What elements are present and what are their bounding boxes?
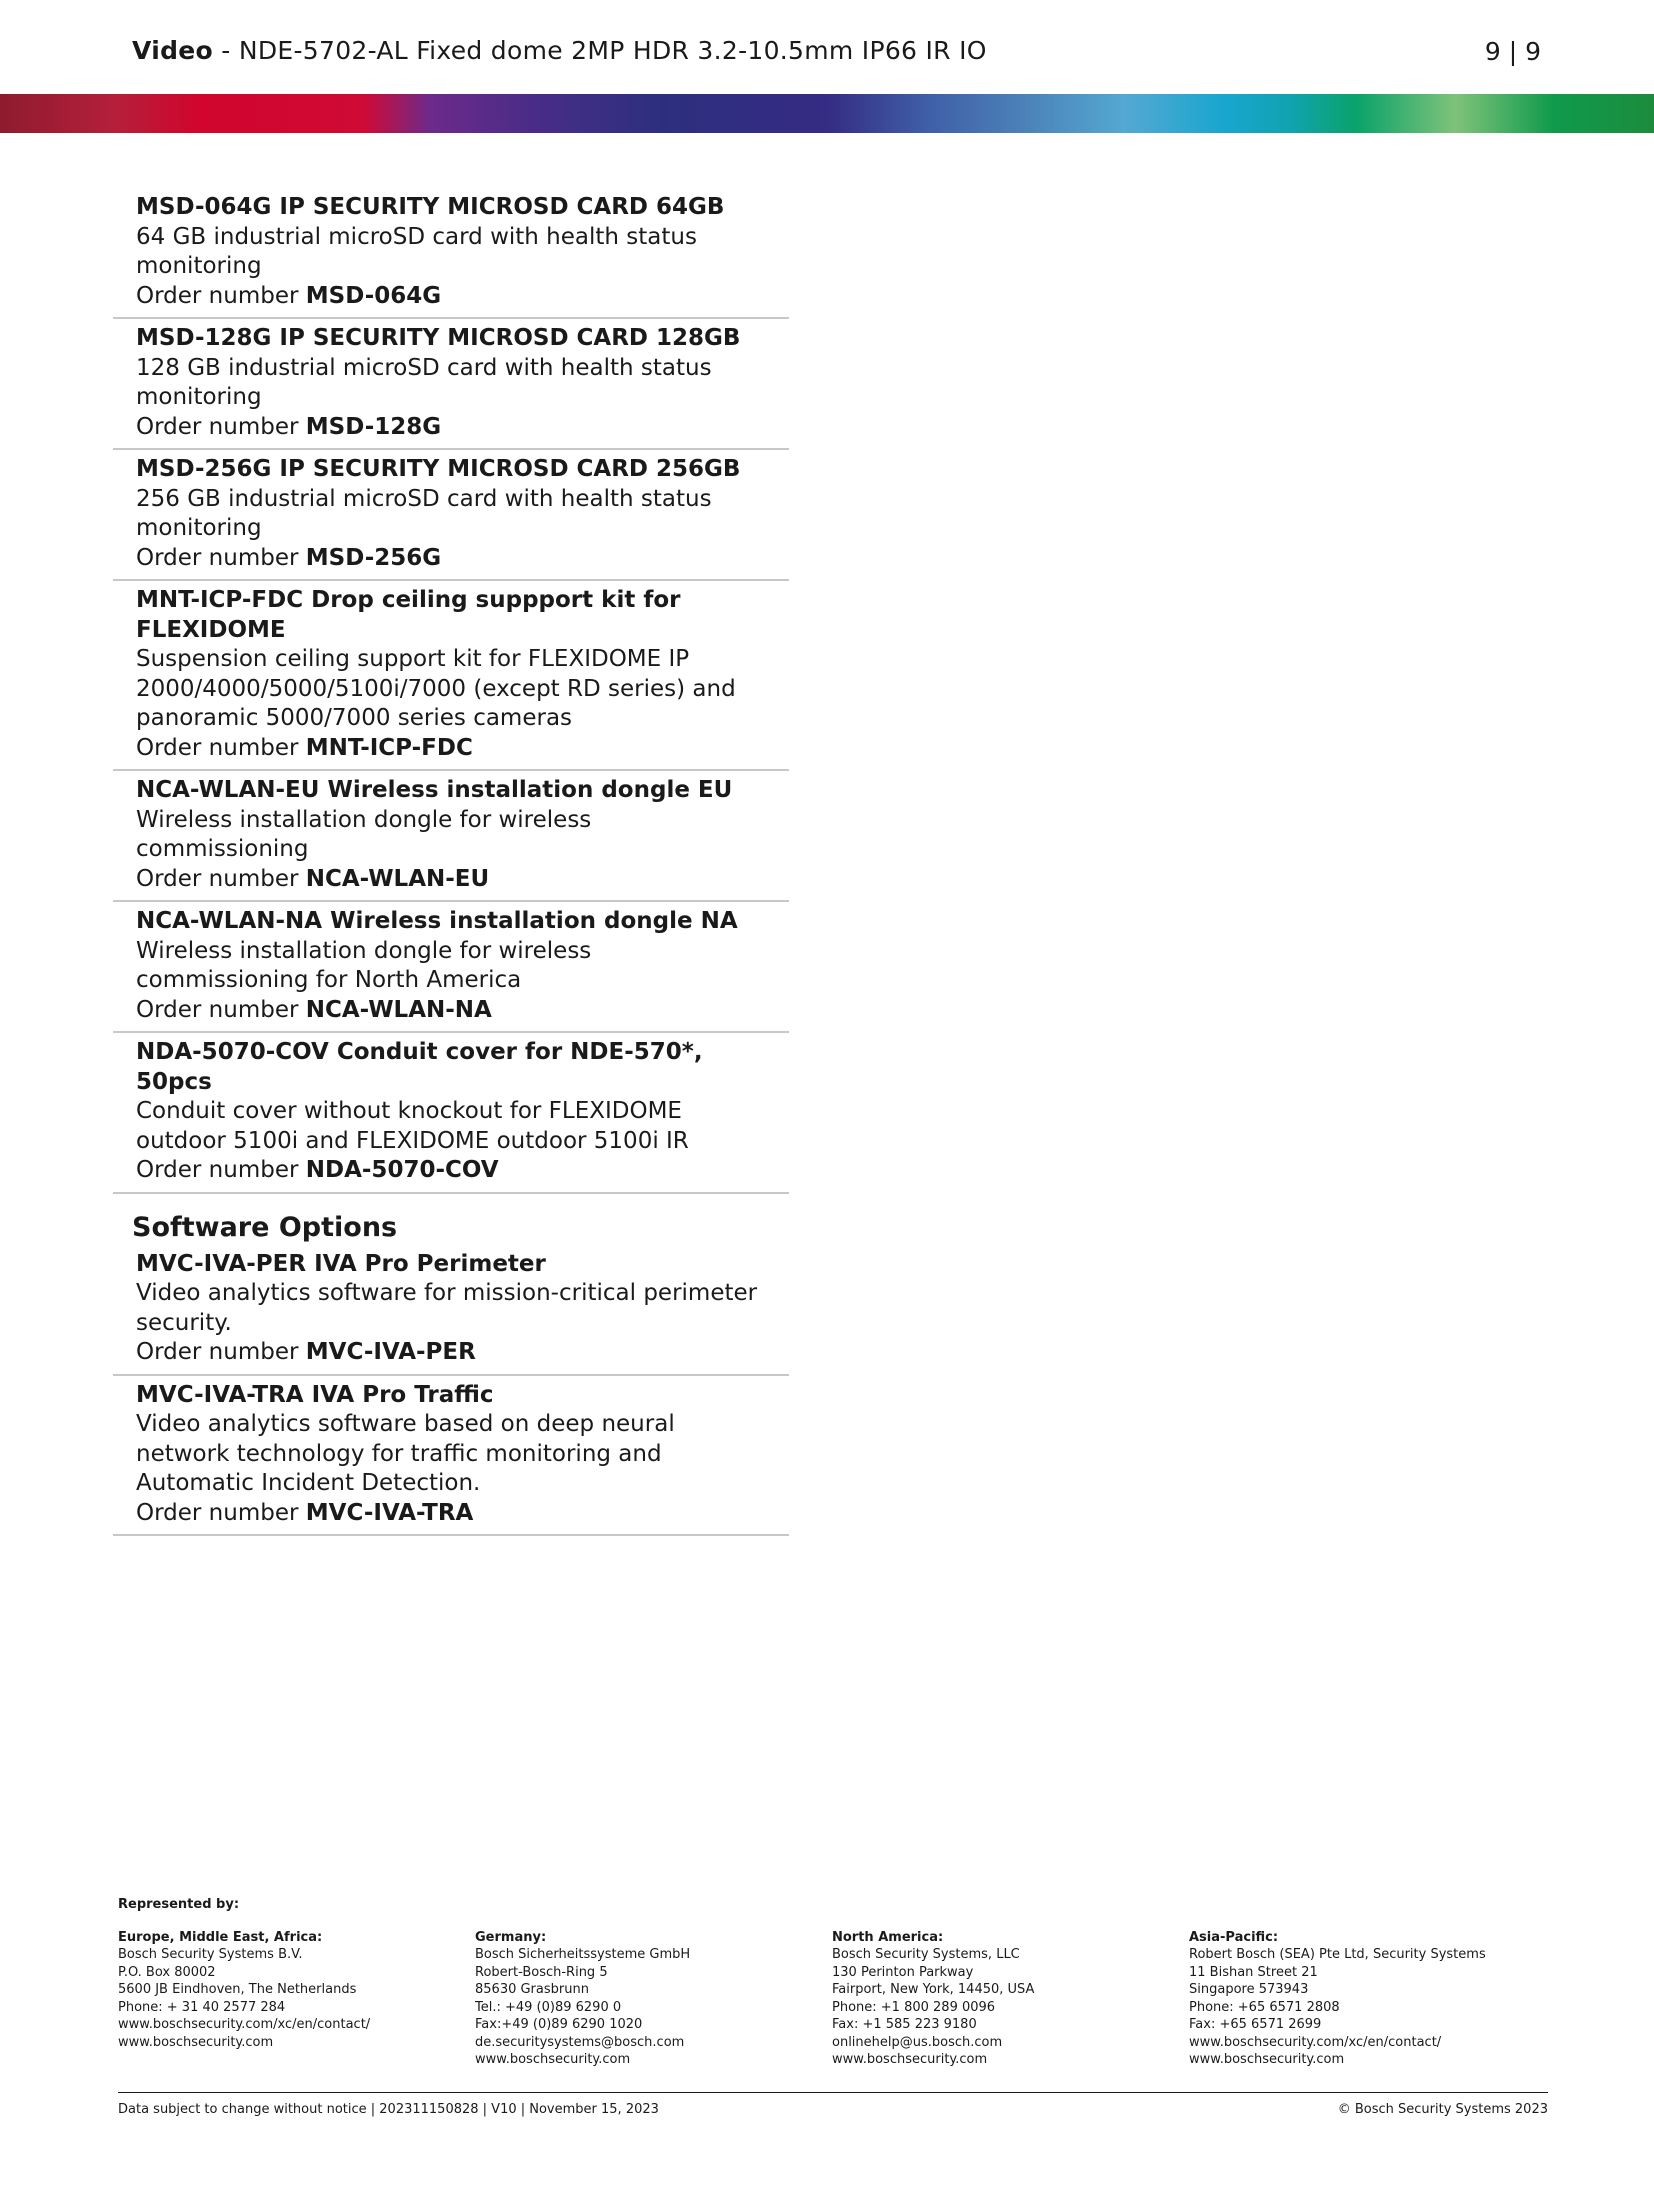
office-line: www.boschsecurity.com <box>118 2034 274 2050</box>
page-footer <box>118 1896 1548 2069</box>
office-line: Robert Bosch (SEA) Pte Ltd, Security Systems <box>1189 1947 1486 1962</box>
office-line: Bosch Security Systems B.V. <box>118 1947 303 1962</box>
software-options-heading: Software Options <box>132 1211 398 1243</box>
order-number: NDA-5070-COV <box>305 1157 499 1183</box>
product-title: MNT-ICP-FDC Drop ceiling suppport kit for FLEXIDOME <box>136 587 681 643</box>
order-line <box>136 413 766 443</box>
office-contact <box>475 1929 832 2069</box>
order-label: Order number <box>136 865 306 892</box>
order-label: Order number <box>136 282 306 309</box>
product-description: 256 GB industrial microSD card with health status monitoring <box>136 485 712 541</box>
order-line <box>136 734 766 764</box>
order-number: MNT-ICP-FDC <box>305 734 473 761</box>
order-number: MSD-064G <box>305 282 442 309</box>
represented-by-label: Represented by: <box>118 1897 240 1912</box>
product-entry <box>113 771 789 902</box>
order-number: MVC-IVA-PER <box>305 1339 476 1365</box>
office-line: Bosch Sicherheitssysteme GmbH <box>475 1947 691 1962</box>
office-region: Asia-Pacific: <box>1189 1929 1279 1945</box>
product-title: MVC-IVA-TRA IVA Pro Traffic <box>136 1381 494 1408</box>
office-line: P.O. Box 80002 <box>118 1964 216 1980</box>
product-description: Suspension ceiling support kit for FLEXIDOME IP 2000/4000/5000/5100i/7000 (except RD series) and panoramic 5000/7000 series cameras <box>136 646 736 731</box>
product-entry <box>113 450 789 581</box>
order-line <box>136 1156 766 1186</box>
product-entry <box>113 1033 789 1194</box>
product-title: NCA-WLAN-NA Wireless installation dongle NA <box>136 908 738 934</box>
product-description: Wireless installation dongle for wireless commissioning <box>136 806 592 862</box>
order-label: Order number <box>136 544 306 571</box>
order-number: MSD-256G <box>305 544 442 571</box>
office-line: 85630 Grasbrunn <box>475 1982 589 1997</box>
product-description: Video analytics software based on deep neural network technology for traffic monitoring and Automatic Incident Detection. <box>136 1411 675 1496</box>
order-line <box>136 1499 766 1529</box>
office-contact <box>1189 1929 1546 2069</box>
office-region: Germany: <box>475 1929 547 1945</box>
document-category: Video <box>132 36 214 65</box>
office-line: Phone: +65 6571 2808 <box>1189 1999 1340 2015</box>
office-contact <box>118 1929 475 2069</box>
product-entry <box>113 319 789 450</box>
office-contact <box>832 1929 1189 2069</box>
order-line <box>136 282 766 312</box>
order-number: MSD-128G <box>305 413 442 440</box>
order-number: NCA-WLAN-EU <box>305 865 490 892</box>
office-line: www.boschsecurity.com <box>475 2052 631 2067</box>
office-line: Fax: +1 585 223 9180 <box>832 2017 977 2032</box>
brand-color-band <box>0 94 1654 133</box>
footer-divider <box>118 2092 1548 2093</box>
document-notice: Data subject to change without notice | 202311150828 | V10 | November 15, 2023 <box>118 2102 659 2117</box>
product-description: 128 GB industrial microSD card with health status monitoring <box>136 354 712 410</box>
office-contacts <box>118 1929 1548 2069</box>
order-line <box>136 996 766 1026</box>
product-title: MSD-128G IP SECURITY MICROSD CARD 128GB <box>136 325 741 351</box>
office-line: 130 Perinton Parkway <box>832 1964 974 1980</box>
office-line: Bosch Security Systems, LLC <box>832 1947 1020 1962</box>
product-description: Video analytics software for mission-critical perimeter security. <box>136 1280 758 1336</box>
document-title <box>132 36 987 65</box>
office-line: Phone: +1 800 289 0096 <box>832 1999 996 2015</box>
product-description: Wireless installation dongle for wireless commissioning for North America <box>136 937 592 993</box>
product-entry <box>113 581 789 771</box>
order-number: MVC-IVA-TRA <box>305 1499 474 1526</box>
order-line <box>136 865 766 895</box>
office-line: www.boschsecurity.com/xc/en/contact/ <box>118 2017 371 2032</box>
product-entry <box>113 188 789 319</box>
office-line: de.securitysystems@bosch.com <box>475 2034 685 2050</box>
order-label: Order number <box>136 996 306 1023</box>
office-line: Robert-Bosch-Ring 5 <box>475 1964 608 1980</box>
office-line: 5600 JB Eindhoven, The Netherlands <box>118 1982 357 1997</box>
office-line: Fax: +65 6571 2699 <box>1189 2017 1322 2032</box>
order-line <box>136 1338 766 1368</box>
office-line: Tel.: +49 (0)89 6290 0 <box>475 1999 622 2015</box>
product-entry <box>113 1376 789 1537</box>
office-line: Singapore 573943 <box>1189 1982 1309 1997</box>
product-title: NCA-WLAN-EU Wireless installation dongle EU <box>136 777 733 803</box>
office-region: Europe, Middle East, Africa: <box>118 1929 323 1945</box>
order-label: Order number <box>136 1157 306 1183</box>
office-line: www.boschsecurity.com <box>832 2052 988 2067</box>
product-title: MSD-256G IP SECURITY MICROSD CARD 256GB <box>136 456 741 482</box>
order-number: NCA-WLAN-NA <box>305 996 492 1023</box>
product-entry <box>113 1245 789 1376</box>
office-line: Fax:+49 (0)89 6290 1020 <box>475 2017 643 2032</box>
office-line: Phone: + 31 40 2577 284 <box>118 1999 286 2015</box>
accessories-list <box>113 188 789 1536</box>
office-line: www.boschsecurity.com/xc/en/contact/ <box>1189 2034 1442 2050</box>
product-title: MVC-IVA-PER IVA Pro Perimeter <box>136 1250 546 1277</box>
document-title-text: - NDE-5702-AL Fixed dome 2MP HDR 3.2-10.5mm IP66 IR IO <box>213 36 987 65</box>
product-title: MSD-064G IP SECURITY MICROSD CARD 64GB <box>136 194 725 220</box>
office-line: www.boschsecurity.com <box>1189 2052 1345 2067</box>
page-header <box>0 0 1654 94</box>
order-label: Order number <box>136 734 306 761</box>
office-line: 11 Bishan Street 21 <box>1189 1964 1318 1980</box>
page-number: 9 | 9 <box>1484 37 1541 66</box>
order-label: Order number <box>136 413 306 440</box>
copyright: © Bosch Security Systems 2023 <box>1337 2102 1548 2117</box>
office-line: onlinehelp@us.bosch.com <box>832 2034 1003 2050</box>
product-entry <box>113 902 789 1033</box>
order-label: Order number <box>136 1339 306 1365</box>
product-description: Conduit cover without knockout for FLEXIDOME outdoor 5100i and FLEXIDOME outdoor 5100i IR <box>136 1098 689 1154</box>
office-region: North America: <box>832 1929 944 1945</box>
order-label: Order number <box>136 1499 306 1526</box>
product-description: 64 GB industrial microSD card with health status monitoring <box>136 223 697 279</box>
order-line <box>136 544 766 574</box>
product-title: NDA-5070-COV Conduit cover for NDE-570*, 50pcs <box>136 1039 703 1095</box>
office-line: Fairport, New York, 14450, USA <box>832 1982 1035 1997</box>
